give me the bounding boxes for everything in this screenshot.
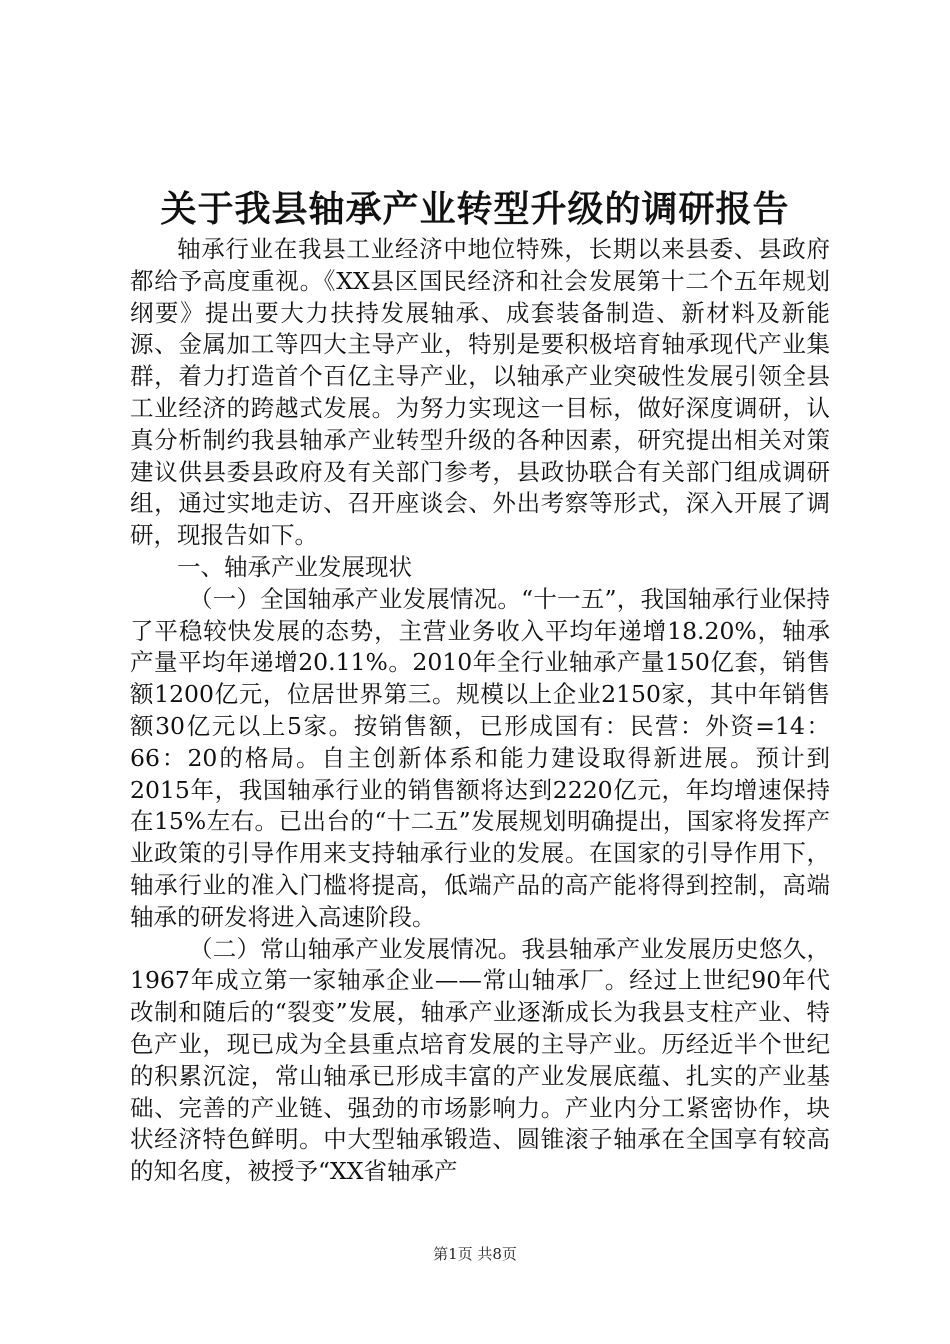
paragraph-intro: 轴承行业在我县工业经济中地位特殊，长期以来县委、县政府都给予高度重视。《XX县区国民经济和社会发展第十二个五年规划纲要》提出要大力扶持发展轴承、成套装备制造、新材料及新能源、金属加工等四大主导产业，特别是要积极培育轴承现代产业集群，着力打造首个百亿主导产业，以轴承产业突破性发展引领全县工业经济的跨越式发展。为努力实现这一目标，做好深度调研，认真分析制约我县轴承产业转型升级的各种因素，研究提出相关对策建议供县委县政府及有关部门参考，县政协联合有关部门组成调研组，通过实地走访、召开座谈会、外出考察等形式，深入开展了调研，现报告如下。 [130,235,830,550]
paragraph-changshan: （二）常山轴承产业发展情况。我县轴承产业发展历史悠久，1967年成立第一家轴承企业——常山轴承厂。经过上世纪90年代改制和随后的“裂变”发展，轴承产业逐渐成长为我县支柱产业、特色产业，现已成为全县重点培育发展的主导产业。历经近半个世纪的积累沉淀，常山轴承已形成丰富的产业发展底蕴、扎实的产业基础、完善的产业链、强劲的市场影响力。产业内分工紧密协作，块状经济特色鲜明。中大型轴承锻造、圆锥滚子轴承在全国享有较高的知名度，被授予“XX省轴承产 [130,934,830,1186]
document-body [130,234,830,1188]
document-title: 关于我县轴承产业转型升级的调研报告 [160,188,790,230]
section-heading-1: 一、轴承产业发展现状 [177,552,412,581]
page-number: 第1页 共8页 [433,1245,517,1263]
paragraph-national: （一）全国轴承产业发展情况。“十一五”，我国轴承行业保持了平稳较快发展的态势，主营业务收入平均年递增18.20%，轴承产量平均年递增20.11%。2010年全行业轴承产量150亿套，销售额1200亿元，位居世界第三。规模以上企业2150家，其中年销售额30亿元以上5家。按销售额，已形成国有：民营：外资=14：66：20的格局。自主创新体系和能力建设取得新进展。预计到2015年，我国轴承行业的销售额将达到2220亿元，年均增速保持在15%左右。已出台的“十二五”发展规划明确提出，国家将发挥产业政策的引导作用来支持轴承行业的发展。在国家的引导作用下，轴承行业的准入门槛将提高，低端产品的高产能将得到控制，高端轴承的研发将进入高速阶段。 [130,584,830,931]
